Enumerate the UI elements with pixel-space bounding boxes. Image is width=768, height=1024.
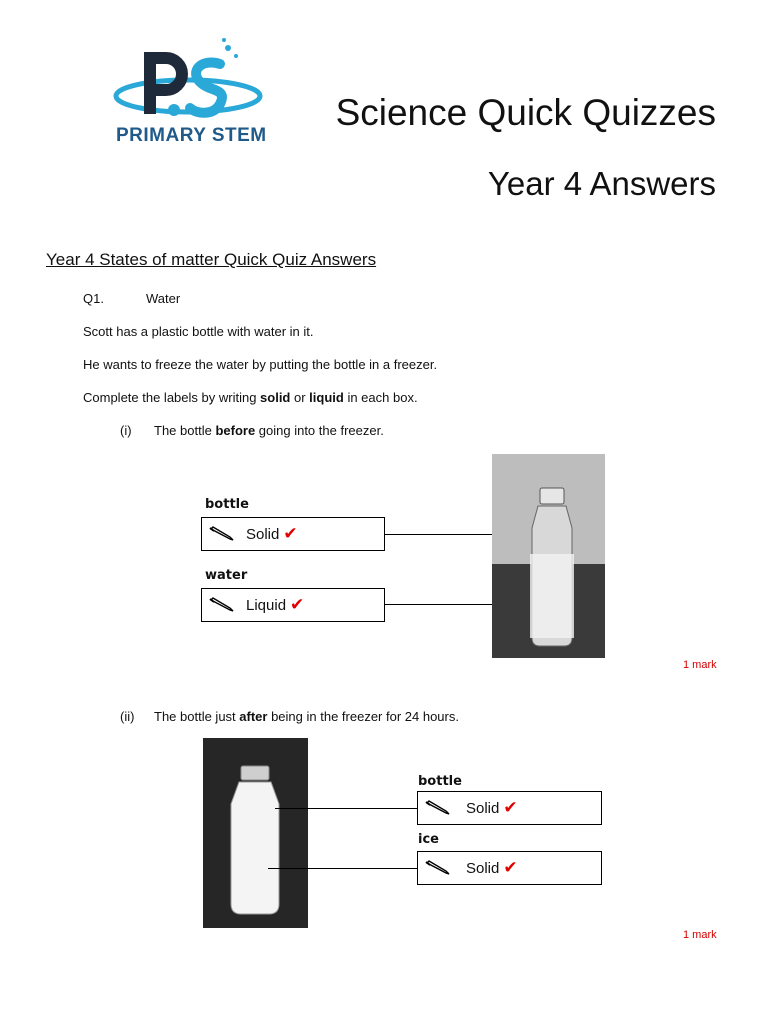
bottle-with-water-photo (492, 454, 605, 658)
part-1-answer-box-bottle (201, 517, 385, 551)
tick-icon: ✔ (503, 798, 518, 817)
part-2-label-ice: ice (418, 832, 439, 847)
page-title: Science Quick Quizzes (335, 92, 716, 133)
part-2-mark: 1 mark (683, 929, 717, 941)
frozen-bottle-photo (203, 738, 308, 928)
part-1-answer-box-water (201, 588, 385, 622)
answer-text: Liquid (246, 596, 287, 614)
tick-icon: ✔ (503, 858, 518, 877)
pointer-line (268, 868, 417, 869)
answer-text: Solid (246, 525, 280, 543)
answer-text: Solid (466, 799, 500, 817)
question-number: Q1. (83, 291, 104, 306)
part-1-label-water: water (205, 568, 248, 583)
question-line-3: Complete the labels by writing solid or liquid in each box. (83, 390, 418, 405)
question-title: Water (146, 291, 181, 306)
pencil-icon (424, 800, 452, 816)
question-line-1: Scott has a plastic bottle with water in it. (83, 324, 314, 339)
pencil-icon (208, 526, 236, 542)
answer-text: Solid (466, 859, 500, 877)
part-2-answer-box-bottle (417, 791, 602, 825)
part-2-number: (ii) (120, 709, 135, 724)
logo-caption: PRIMARY STEM (116, 125, 267, 146)
tick-icon: ✔ (283, 524, 298, 543)
part-1-number: (i) (120, 423, 132, 438)
pencil-icon (424, 860, 452, 876)
part-1-mark: 1 mark (683, 659, 717, 671)
tick-icon: ✔ (290, 595, 305, 614)
part-1-text: The bottle before going into the freezer. (154, 423, 384, 438)
question-line-2: He wants to freeze the water by putting the bottle in a freezer. (83, 357, 438, 372)
pointer-line (275, 808, 417, 809)
part-2-text: The bottle just after being in the freezer for 24 hours. (154, 709, 459, 724)
page-subtitle: Year 4 Answers (487, 165, 716, 202)
section-heading: Year 4 States of matter Quick Quiz Answers (46, 250, 377, 269)
pencil-icon (208, 597, 236, 613)
part-1-label-bottle: bottle (205, 497, 249, 512)
part-2-answer-box-ice (417, 851, 602, 885)
part-2-label-bottle: bottle (418, 774, 462, 789)
